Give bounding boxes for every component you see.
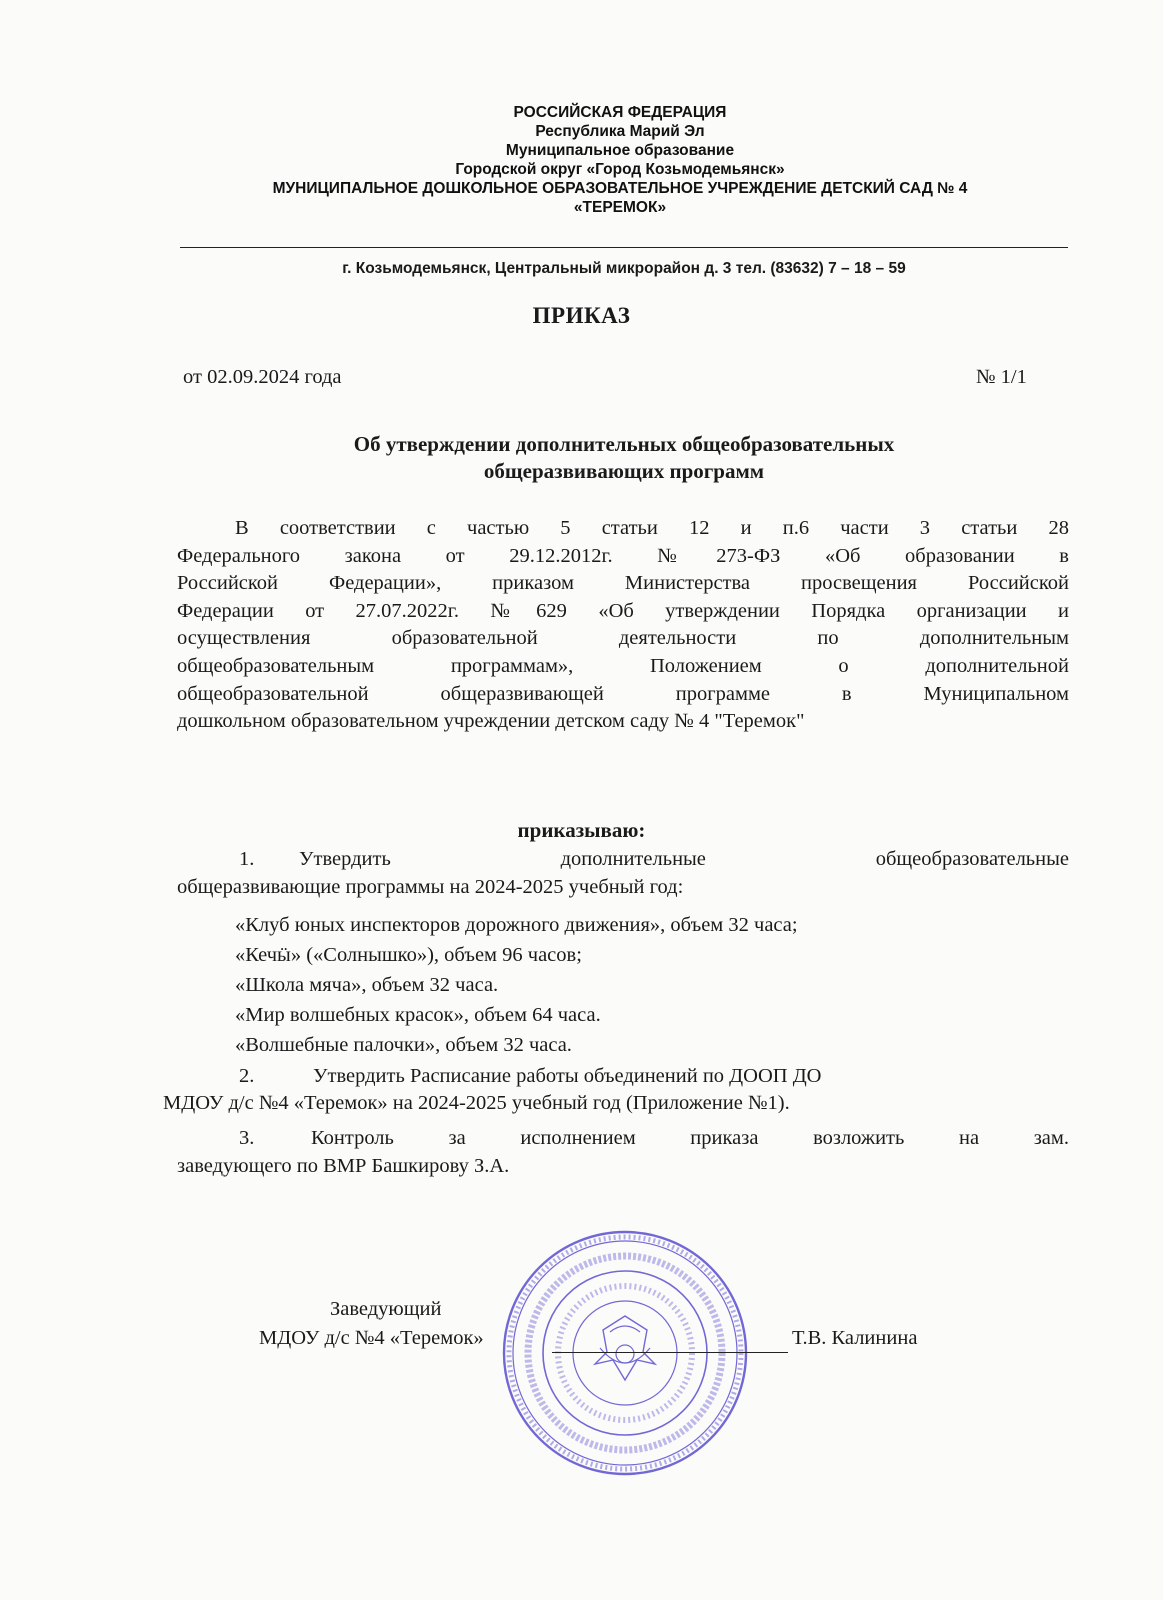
preamble-line: Федерального закона от 29.12.2012г. №273-ФЗ «Об образовании в [177,544,1069,567]
preamble-line: В соответствии с частью 5 статьи 12 и п.6 части 3 статьи 28 [235,517,1069,539]
header-municipality: Муниципальное образование [505,142,735,159]
header-republic: Республика Марий Эл [535,123,705,140]
preamble-line: дошкольном образовательном учреждении детском саду № 4 "Теремок" [177,710,805,733]
item-text: Контроль за исполнением приказа возложить на зам. [311,1127,1069,1149]
preamble-line: Российской Федерации», приказом Министерства просвещения Российской [177,572,1069,595]
header-institution: МУНИЦИПАЛЬНОЕ ДОШКОЛЬНОЕ ОБРАЗОВАТЕЛЬНОЕ УЧРЕЖДЕНИЕ ДЕТСКИЙ САД № 4 [272,180,968,197]
program-item: «Клуб юных инспекторов дорожного движения», объем 32 часа; [235,914,798,936]
item-number: 2. [239,1065,255,1087]
program-item: «Кечӹ» («Солнышко»), объем 96 часов; [235,944,582,966]
item-text: Утвердить Расписание работы объединений по ДООП ДО [313,1065,822,1087]
item-number: 1. [239,848,255,870]
official-stamp-icon [500,1228,750,1478]
order-item-1 [177,846,1069,901]
program-item: «Мир волшебных красок», объем 64 часа. [235,1004,601,1026]
program-item: «Волшебные палочки», объем 32 часа. [235,1034,572,1056]
header-address: г. Козьмодемьянск, Центральный микрорайон д. 3 тел. (83632) 7 – 18 – 59 [342,260,906,277]
order-item-3 [177,1125,1069,1180]
order-subject [180,431,1068,485]
header-divider [180,247,1068,248]
signature-name: Т.В. Калинина [792,1327,918,1349]
preamble-line: Федерации от 27.07.2022г. №629 «Об утверждении Порядка организации и [177,599,1069,622]
programs-list [235,912,798,1062]
item-text: МДОУ д/с №4 «Теремок» на 2024-2025 учебный год (Приложение №1). [163,1092,790,1114]
subject-line-1: Об утверждении дополнительных общеобразовательных [353,432,895,456]
preamble-line: осуществления образовательной деятельности по дополнительным [177,627,1069,650]
header-country: РОССИЙСКАЯ ФЕДЕРАЦИЯ [513,104,727,121]
signature-line [552,1352,788,1353]
item-text: Утвердить дополнительные общеобразовательные [299,848,1069,870]
preamble-line: общеобразовательным программам», Положением о дополнительной [177,654,1069,677]
item-text: общеразвивающие программы на 2024-2025 учебный год: [177,875,684,898]
header-district: Городской округ «Город Козьмодемьянск» [455,161,785,178]
preamble-line: общеобразовательной общеразвивающей программе в Муниципальном [177,682,1069,705]
order-number: № 1/1 [976,366,1027,388]
signature-position: Заведующий [330,1298,442,1320]
preamble-paragraph [177,515,1069,736]
item-text: заведующего по ВМР Башкирову З.А. [177,1154,510,1177]
program-item: «Школа мяча», объем 32 часа. [235,974,499,996]
order-date: от 02.09.2024 года [183,366,342,388]
order-word: приказываю: [517,818,646,842]
order-item-2 [239,1063,821,1090]
document-title: ПРИКАЗ [532,303,631,328]
signature-org: МДОУ д/с №4 «Теремок» [259,1327,484,1349]
subject-line-2: общеразвивающих программ [483,459,765,483]
header-institution-name: «ТЕРЕМОК» [573,199,667,216]
item-number: 3. [239,1127,255,1149]
